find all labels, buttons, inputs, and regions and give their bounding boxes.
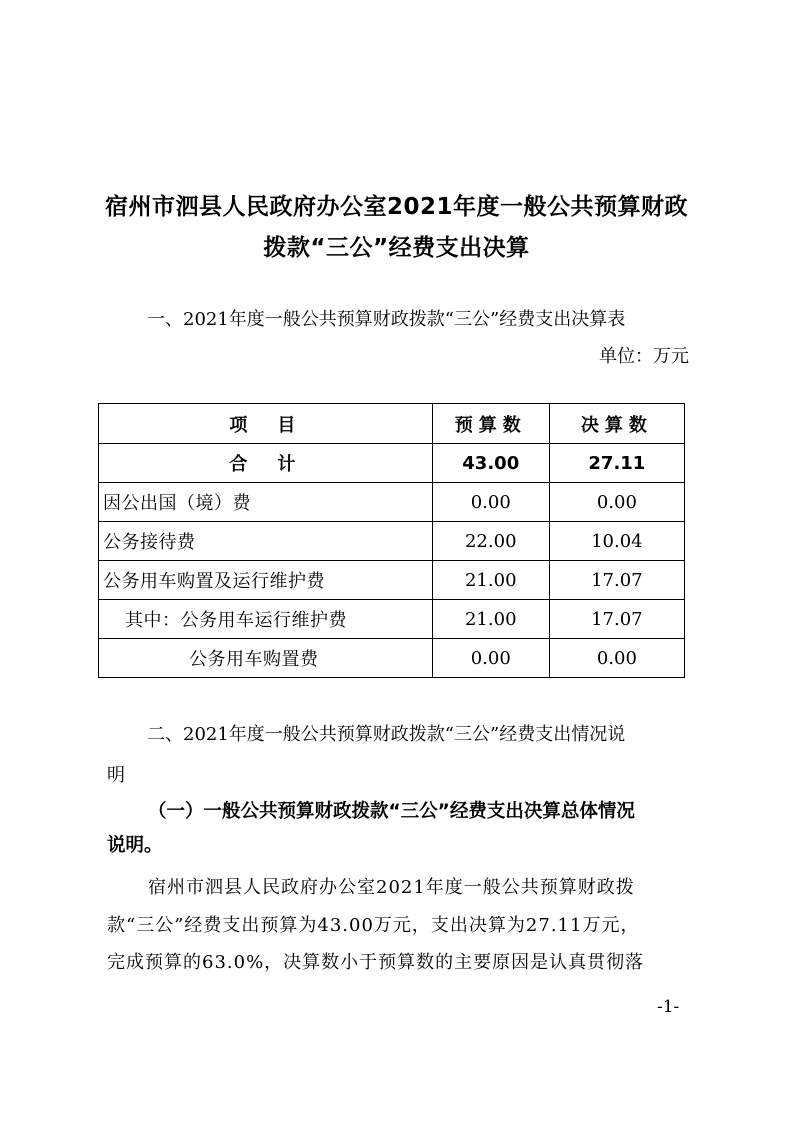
row-label: 因公出国（境）费 bbox=[99, 483, 433, 522]
row-final: 17.07 bbox=[549, 561, 684, 600]
section2-heading-line2: 明 bbox=[107, 765, 125, 786]
total-budget: 43.00 bbox=[432, 444, 549, 483]
row-label: 公务用车购置费 bbox=[99, 639, 433, 678]
header-item: 项 目 bbox=[99, 404, 433, 444]
row-budget: 0.00 bbox=[432, 483, 549, 522]
row-budget: 21.00 bbox=[432, 561, 549, 600]
unit-label: 单位：万元 bbox=[599, 346, 689, 367]
subsection1-heading-line2: 说明。 bbox=[107, 835, 163, 856]
table-row bbox=[99, 600, 685, 639]
section1-heading: 一、2021年度一般公共预算财政拨款“三公”经费支出决算表 bbox=[147, 309, 626, 330]
document-title-line2: 拨款“三公”经费支出决算 bbox=[263, 235, 530, 261]
table-row bbox=[99, 639, 685, 678]
row-final: 0.00 bbox=[549, 483, 684, 522]
row-label: 公务用车购置及运行维护费 bbox=[99, 561, 433, 600]
table-total-row bbox=[99, 444, 685, 483]
row-budget: 22.00 bbox=[432, 522, 549, 561]
section2-heading-line1: 二、2021年度一般公共预算财政拨款“三公”经费支出情况说 bbox=[147, 724, 626, 745]
row-label: 公务接待费 bbox=[99, 522, 433, 561]
row-budget: 21.00 bbox=[432, 600, 549, 639]
table-row bbox=[99, 522, 685, 561]
three-public-expenses-table bbox=[98, 403, 685, 678]
paragraph-line3: 完成预算的63.0%，决算数小于预算数的主要原因是认真贯彻落 bbox=[107, 952, 645, 973]
row-final: 17.07 bbox=[549, 600, 684, 639]
paragraph-line1: 宿州市泗县人民政府办公室2021年度一般公共预算财政拨 bbox=[148, 877, 635, 898]
paragraph-line2: 款“三公”经费支出预算为43.00万元，支出决算为27.11万元， bbox=[107, 915, 640, 936]
header-budget: 预算数 bbox=[432, 404, 549, 444]
document-title-line1: 宿州市泗县人民政府办公室2021年度一般公共预算财政 bbox=[104, 194, 688, 220]
row-final: 0.00 bbox=[549, 639, 684, 678]
table-row bbox=[99, 561, 685, 600]
row-final: 10.04 bbox=[549, 522, 684, 561]
total-label: 合 计 bbox=[99, 444, 433, 483]
row-budget: 0.00 bbox=[432, 639, 549, 678]
table-header-row bbox=[99, 404, 685, 444]
page-number: -1- bbox=[657, 997, 680, 1017]
table-row bbox=[99, 483, 685, 522]
subsection1-heading-line1: （一）一般公共预算财政拨款“三公”经费支出决算总体情况 bbox=[148, 801, 635, 822]
total-final: 27.11 bbox=[549, 444, 684, 483]
row-label: 其中：公务用车运行维护费 bbox=[99, 600, 433, 639]
header-final: 决算数 bbox=[549, 404, 684, 444]
